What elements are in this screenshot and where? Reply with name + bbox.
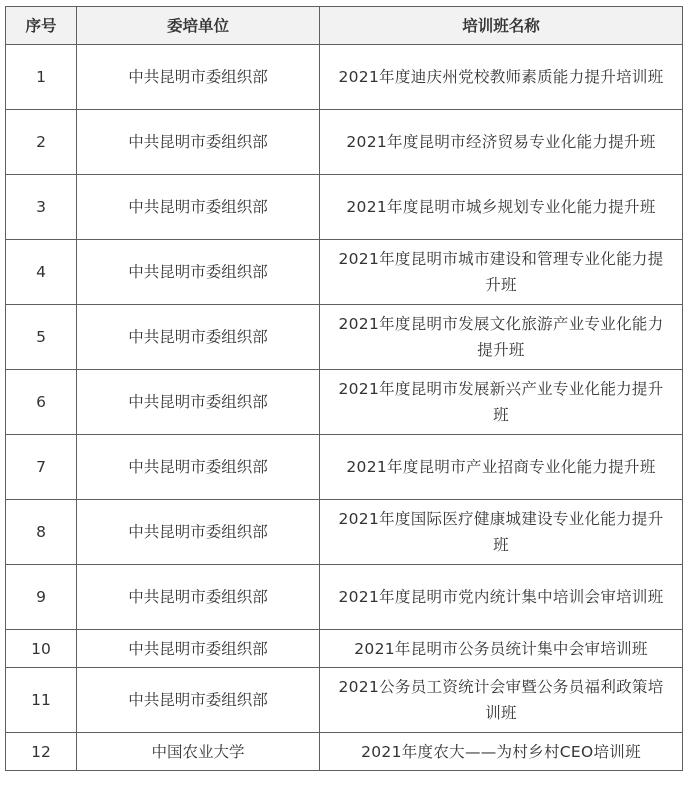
row-unit: 中共昆明市委组织部 xyxy=(77,305,320,370)
row-unit: 中共昆明市委组织部 xyxy=(77,500,320,565)
row-index: 4 xyxy=(6,240,77,305)
row-index: 11 xyxy=(6,668,77,733)
row-index: 12 xyxy=(6,733,77,771)
table-row xyxy=(6,370,683,435)
row-unit: 中共昆明市委组织部 xyxy=(77,370,320,435)
table-row xyxy=(6,668,683,733)
row-course: 2021年度昆明市城乡规划专业化能力提升班 xyxy=(320,175,683,240)
table-body xyxy=(6,45,683,771)
table-row xyxy=(6,435,683,500)
row-index: 3 xyxy=(6,175,77,240)
row-unit: 中共昆明市委组织部 xyxy=(77,435,320,500)
table-row xyxy=(6,565,683,630)
row-index: 7 xyxy=(6,435,77,500)
table-row xyxy=(6,305,683,370)
row-course: 2021年度农大——为村乡村CEO培训班 xyxy=(320,733,683,771)
table-row xyxy=(6,175,683,240)
row-unit: 中国农业大学 xyxy=(77,733,320,771)
row-index: 5 xyxy=(6,305,77,370)
row-unit: 中共昆明市委组织部 xyxy=(77,110,320,175)
row-course: 2021年昆明市公务员统计集中会审培训班 xyxy=(320,630,683,668)
row-index: 8 xyxy=(6,500,77,565)
header-course: 培训班名称 xyxy=(320,7,683,45)
table-row xyxy=(6,110,683,175)
row-unit: 中共昆明市委组织部 xyxy=(77,630,320,668)
row-course: 2021年度昆明市城市建设和管理专业化能力提升班 xyxy=(320,240,683,305)
header-index: 序号 xyxy=(6,7,77,45)
header-unit: 委培单位 xyxy=(77,7,320,45)
row-unit: 中共昆明市委组织部 xyxy=(77,175,320,240)
training-table-container xyxy=(5,6,682,771)
header-row xyxy=(6,7,683,45)
row-course: 2021年度昆明市产业招商专业化能力提升班 xyxy=(320,435,683,500)
table-header xyxy=(6,7,683,45)
row-course: 2021公务员工资统计会审暨公务员福利政策培训班 xyxy=(320,668,683,733)
row-index: 10 xyxy=(6,630,77,668)
table-row xyxy=(6,630,683,668)
row-course: 2021年度国际医疗健康城建设专业化能力提升班 xyxy=(320,500,683,565)
table-row xyxy=(6,733,683,771)
row-index: 1 xyxy=(6,45,77,110)
row-course: 2021年度昆明市发展文化旅游产业专业化能力提升班 xyxy=(320,305,683,370)
table-row xyxy=(6,240,683,305)
row-unit: 中共昆明市委组织部 xyxy=(77,565,320,630)
row-unit: 中共昆明市委组织部 xyxy=(77,668,320,733)
row-index: 9 xyxy=(6,565,77,630)
table-row xyxy=(6,45,683,110)
row-unit: 中共昆明市委组织部 xyxy=(77,240,320,305)
row-course: 2021年度昆明市发展新兴产业专业化能力提升班 xyxy=(320,370,683,435)
row-unit: 中共昆明市委组织部 xyxy=(77,45,320,110)
row-index: 2 xyxy=(6,110,77,175)
table-row xyxy=(6,500,683,565)
row-course: 2021年度昆明市经济贸易专业化能力提升班 xyxy=(320,110,683,175)
row-course: 2021年度迪庆州党校教师素质能力提升培训班 xyxy=(320,45,683,110)
row-course: 2021年度昆明市党内统计集中培训会审培训班 xyxy=(320,565,683,630)
row-index: 6 xyxy=(6,370,77,435)
training-table xyxy=(5,6,683,771)
